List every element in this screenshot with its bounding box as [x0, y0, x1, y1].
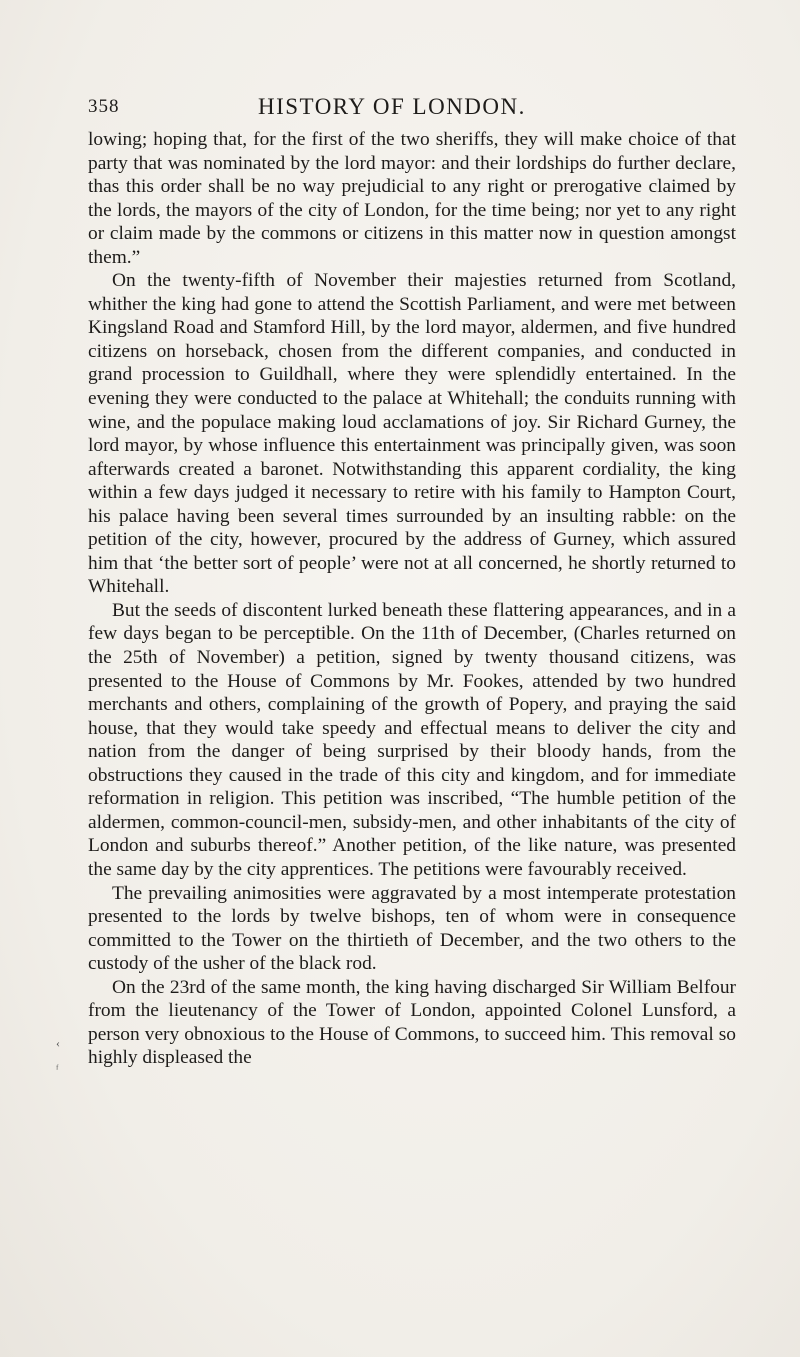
- paragraph-continuation: lowing; hoping that, for the first of the two sheriffs, they will make choice of that party that was nominated by the lord mayor: and their lordships do further declare, thas this order shall be no way prejudicial to any right or prerogative claimed by the lords, the mayors of the city of London, for the time being; nor yet to any right or claim made by the commons or citizens in this matter now in question amongst them.”: [88, 129, 736, 268]
- page-number: 358: [88, 96, 120, 117]
- margin-speck: ‹: [56, 1036, 60, 1050]
- paragraph-return-from-scotland: On the twenty-fifth of November their majesties returned from Scotland, whither the king had gone to attend the Scottish Parliament, and were met between Kingsland Road and Stamford Hill, by the lord mayor, aldermen, and five hundred citizens on horseback, chosen from the different companies, and conducted in grand procession to Guildhall, where they were splendidly entertained. In the evening they were conducted to the palace at Whitehall; the conduits running with wine, and the populace making loud acclamations of joy. Sir Richard Gurney, the lord mayor, by whose influence this entertainment was principally given, was soon afterwards created a baronet. Notwithstanding this apparent cordiality, the king within a few days judged it necessary to retire with his family to Hampton Court, his palace having been several times surrounded by an insulting rabble: on the petition of the city, however, procured by the address of Gurney, which assured him that ‘the better sort of people’ were not at all concerned, he shortly returned to Whitehall.: [88, 270, 736, 598]
- body-text: [88, 128, 736, 1070]
- margin-speck: ᶠ: [56, 1062, 59, 1076]
- running-title: HISTORY OF LONDON.: [258, 94, 526, 119]
- paragraph-seeds-of-discontent: But the seeds of discontent lurked beneath these flattering appearances, and in a few days began to be perceptible. On the 11th of December, (Charles returned on the 25th of November) a petition, signed by twenty thousand citizens, was presented to the House of Commons by Mr. Fookes, attended by two hundred merchants and others, complaining of the growth of Popery, and praying the said house, that they would take speedy and effectual means to deliver the city and nation from the danger of being surprised by their bloody hands, from the obstructions they caused in the trade of this city and kingdom, and for immediate reformation in religion. This petition was inscribed, “The humble petition of the aldermen, common-council-men, subsidy-men, and other inhabitants of the city of London and suburbs thereof.” Another petition, of the like nature, was presented the same day by the city apprentices. The petitions were favourably received.: [88, 599, 736, 880]
- paragraph-bishops-protestation: The prevailing animosities were aggravated by a most intemperate protestation presented to the lords by twelve bishops, ten of whom were in consequence committed to the Tower on the thirtieth of December, and the two others to the custody of the usher of the black rod.: [88, 882, 736, 975]
- page-header: [88, 96, 728, 126]
- paragraph-tower-lieutenancy: On the 23rd of the same month, the king having discharged Sir William Belfour from the lieutenancy of the Tower of London, appointed Colonel Lunsford, a person very obnoxious to the House of Commons, to succeed him. This removal so highly displeased the: [88, 976, 736, 1069]
